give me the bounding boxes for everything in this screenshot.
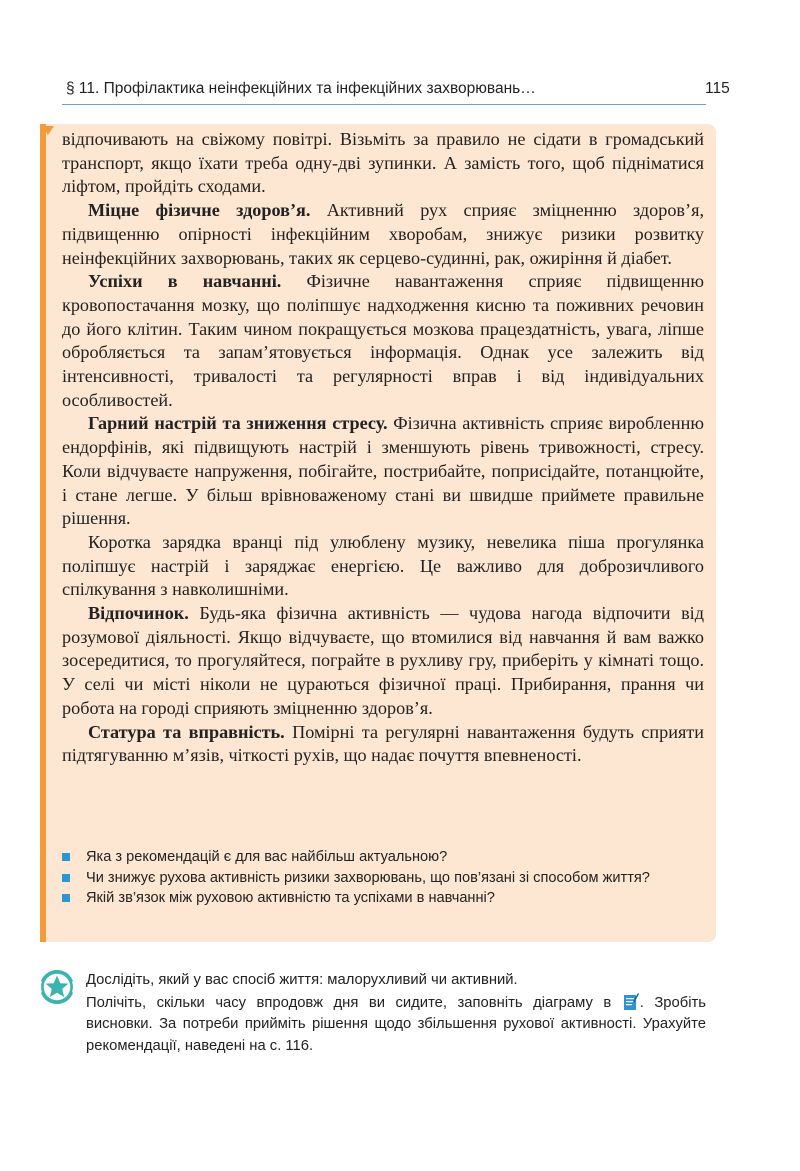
box-accent-bar (40, 124, 46, 942)
question-list (62, 848, 706, 910)
paragraph-posture (62, 721, 704, 768)
paragraph-exercise: Коротка зарядка вранці під улюблену музику, невелика піша прогулянка поліпшує настрій і заряджає енергією. Це важливо для доброзичливого спілкування з навколишніми. (62, 531, 704, 600)
research-task (86, 970, 706, 1057)
heading-study: Успіхи в навчанні. (88, 271, 282, 292)
task-line-1: Дослідіть, який у вас спосіб життя: малорухливий чи активний. (86, 972, 518, 988)
paragraph-mood-text: Фізична активність сприяє виробленню ендорфінів, які підвищують настрій і зменшують рівень тривожності, стресу. Коли відчуваєте напруження, побігайте, пострибайте, поприсідайте, потанцюйте, і стане легше. У більш врівноваженому стані ви швидше приймете правильне рішення. (62, 413, 704, 529)
task-line-2 (86, 992, 706, 1058)
main-text (62, 128, 704, 768)
blue-square-bullet-icon (62, 874, 70, 882)
question-item (62, 848, 706, 868)
paragraph-health (62, 199, 704, 270)
paragraph-posture-text: Помірні та регулярні навантаження будуть сприяти підтягуванню м’язів, чіткості рухів, що надає почуття впевненості. (62, 721, 704, 766)
star-research-icon (38, 968, 76, 1006)
document-pencil-icon (623, 992, 639, 1011)
paragraph-rest-text: Будь-яка фізична активність — чудова нагода відпочити від розумової діяльності. Якщо відчуваєте, що втомилися від навчання й вам важко зосередитися, то прогуляйтеся, пограйте в рухливу гру, приберіть у кімнаті тощо. У селі чи місті ніколи не цураються фізичної праці. Прибирання, прання чи робота на городі сприяють зміцненню здоров’я. (62, 603, 704, 718)
blue-square-bullet-icon (62, 853, 70, 861)
question-text: Якій зв’язок між руховою активністю та успіхами в навчанні? (86, 890, 495, 907)
paragraph-study (62, 270, 704, 412)
question-text: Чи знижує рухова активність ризики захворювань, що пов’язані зі способом життя? (86, 869, 650, 886)
heading-rest: Відпочинок. (88, 603, 189, 624)
blue-square-bullet-icon (62, 894, 70, 902)
heading-mood: Гарний настрій та зниження стресу. (88, 413, 388, 434)
triangle-marker-icon (42, 126, 54, 135)
heading-health: Міцне фізичне здоров’я. (88, 200, 311, 221)
question-item (62, 889, 706, 909)
paragraph-1: відпочивають на свіжому повітрі. Візьміть за правило не сідати в громадський транспорт, якщо їхати треба одну-дві зупинки. А замість того, щоб підніматися ліфтом, пройдіть сходами. (62, 129, 704, 197)
paragraph-mood (62, 412, 704, 531)
running-header (62, 78, 706, 105)
task-text-before-icon: Полічіть, скільки часу впродовж дня ви сидите, заповніть діаграму в (86, 994, 622, 1011)
task-text-after-icon: . Зробіть висновки. За потреби прийміть рішення щодо збільшення рухової активності. Урахуйте рекомендації, наведені на с. 116. (86, 994, 707, 1054)
paragraph-health-text: Активний рух сприяє зміцненню здоров’я, підвищенню опірності інфекційним хворобам, знижує ризики розвитку неінфекційних захворювань, таких як серцево-судинні, рак, ожиріння й діабет. (62, 200, 704, 268)
page-number: 115 (705, 80, 730, 97)
paragraph-study-text: Фізичне навантаження сприяє підвищенню кровопостачання мозку, що поліпшує надходження кисню та поживних речовин до його клітин. Таким чином покращується мозкова працездатність, увага, ліпше обробляється та запам’ятовується інформація. Однак усе залежить від інтенсивності, тривалості та регулярності вправ і від індивідуальних особливостей. (62, 271, 704, 410)
question-item (62, 869, 706, 889)
heading-posture: Статура та вправність. (88, 721, 285, 742)
header-title: § 11. Профілактика неінфекційних та інфекційних захворювань… (66, 80, 536, 97)
paragraph-rest (62, 602, 704, 721)
question-text: Яка з рекомендацій є для вас найбільш актуальною? (86, 849, 448, 865)
